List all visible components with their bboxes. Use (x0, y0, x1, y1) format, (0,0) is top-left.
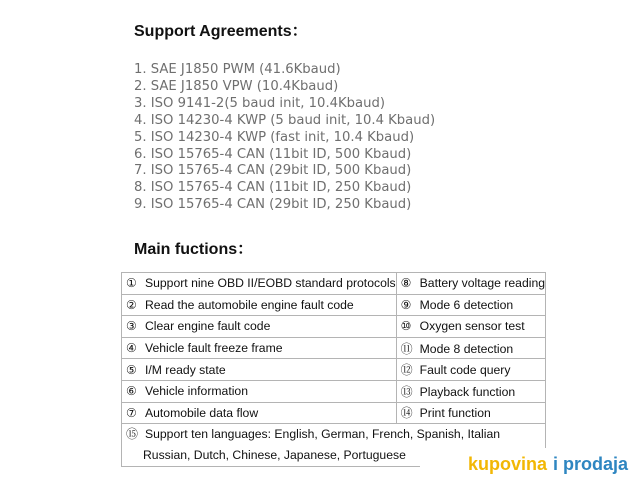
circled-number: ① (126, 276, 137, 291)
support-agreements-heading: Support Agreements： (134, 23, 308, 40)
function-cell (122, 316, 397, 338)
protocol-item: 7. ISO 15765-4 CAN (29bit ID, 500 Kbaud) (134, 163, 412, 179)
function-label: Battery voltage reading (419, 276, 545, 291)
table-row (122, 380, 546, 402)
watermark-logo (420, 448, 640, 480)
protocol-item: 8. ISO 15765-4 CAN (11bit ID, 250 Kbaud) (134, 180, 412, 196)
table-row (122, 402, 546, 424)
watermark-text-part-1: kupovina (467, 453, 547, 474)
watermark-text-part-2: i prodaja (552, 453, 628, 474)
table-row (122, 337, 546, 359)
circled-number: ③ (126, 319, 137, 334)
circled-number: ⑨ (400, 297, 412, 312)
circled-number: ⑥ (126, 384, 137, 399)
main-functions-heading: Main fuctions： (134, 241, 254, 258)
circled-number: ⑤ (126, 362, 137, 377)
protocol-item: 2. SAE J1850 VPW (10.4Kbaud) (134, 78, 339, 94)
circled-number: ② (126, 297, 137, 312)
function-label: Vehicle fault freeze frame (145, 341, 283, 356)
circled-number: ⑮ (126, 427, 139, 442)
languages-line-1: Support ten languages: English, German, French, Spanish, Italian (145, 427, 501, 442)
protocol-list (134, 62, 435, 214)
function-cell (122, 337, 397, 359)
table-row (122, 294, 546, 316)
table-row (122, 316, 546, 338)
function-cell (122, 273, 397, 295)
function-label: Support nine OBD II/EOBD standard protocols (145, 276, 396, 291)
table-row (122, 359, 546, 381)
function-label: Fault code query (419, 363, 511, 378)
function-label: Mode 8 detection (419, 341, 514, 356)
protocol-item: 6. ISO 15765-4 CAN (11bit ID, 500 Kbaud) (134, 146, 412, 162)
function-cell (122, 359, 397, 381)
function-label: I/M ready state (145, 362, 226, 377)
function-cell (396, 294, 545, 316)
function-label: Oxygen sensor test (419, 319, 525, 334)
protocol-item: 1. SAE J1850 PWM (41.6Kbaud) (134, 62, 341, 77)
function-cell (396, 359, 545, 381)
protocol-item: 4. ISO 14230-4 KWP (5 baud init, 10.4 Kbaud) (134, 112, 436, 128)
table-row (122, 273, 546, 295)
function-cell (396, 380, 545, 402)
protocol-item: 3. ISO 9141-2(5 baud init, 10.4Kbaud) (134, 95, 385, 111)
function-cell (122, 402, 397, 424)
function-cell (396, 337, 545, 359)
protocol-item: 9. ISO 15765-4 CAN (29bit ID, 250 Kbaud) (134, 197, 412, 213)
protocol-item: 5. ISO 14230-4 KWP (fast init, 10.4 Kbaud) (134, 129, 415, 145)
circled-number: ⑫ (400, 363, 413, 378)
function-cell (396, 402, 545, 424)
circled-number: ④ (126, 341, 137, 356)
function-cell (396, 273, 545, 295)
function-cell (122, 294, 397, 316)
circled-number: ⑭ (400, 406, 413, 421)
function-label: Clear engine fault code (145, 319, 271, 334)
circled-number: ⑦ (126, 405, 137, 420)
circled-number: ⑪ (400, 341, 413, 356)
circled-number: ⑬ (400, 384, 413, 399)
function-label: Mode 6 detection (419, 297, 514, 312)
function-label: Vehicle information (145, 384, 248, 399)
function-cell (396, 316, 545, 338)
function-label: Playback function (419, 384, 516, 399)
languages-line-2: Russian, Dutch, Chinese, Japanese, Portuguese (143, 448, 406, 463)
function-label: Print function (419, 406, 491, 421)
function-label: Automobile data flow (145, 405, 259, 420)
functions-table (121, 272, 546, 467)
circled-number: ⑧ (400, 276, 412, 291)
circled-number: ⑩ (400, 319, 412, 334)
function-cell (122, 380, 397, 402)
function-label: Read the automobile engine fault code (145, 297, 354, 312)
